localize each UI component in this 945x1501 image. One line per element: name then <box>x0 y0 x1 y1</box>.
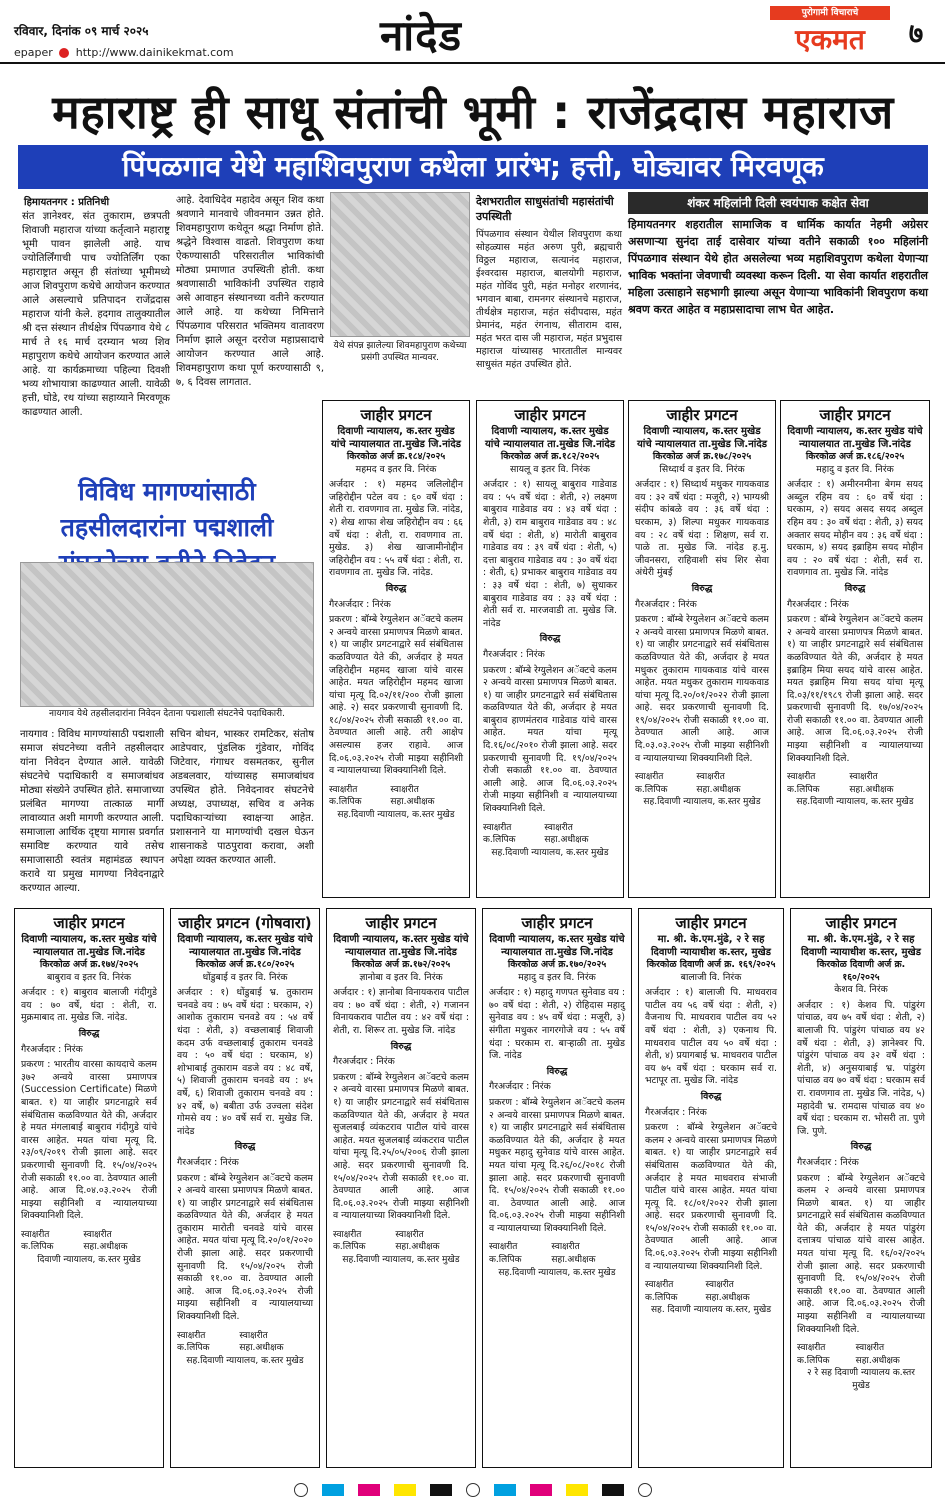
notice-signature: स्वाक्षरीत सहा.अधीक्षक <box>696 772 741 795</box>
notice-matter: प्रकरण : बॉम्बे रेग्युलेशन अॅक्टचे कलम २ अन्वये वारसा प्रमाणपत्र मिळणे बाबत. १) या जाहीर प्रगटनाद्वारे सर्व संबंधितास कळविण्यात येते की, अर्जदार हे मयत सुजलबाई व्यंकटराव पाटील यांचे वारस आहेत. मयत सुजलबाई व्यंकटराव पाटील यांचा मृत्यू दि.२५/०५/२००६ रोजी झाला आहे. सदर प्रकरणाची सुनावणी दि. १५/०४/२०२५ रोजी सकाळी ११.०० वा. ठेवण्यात आली आहे. आज दि.०६.०३.२०२५ रोजी माझ्या सहीनिशी व न्यायालयाच्या शिक्क्यानिशी दिले. <box>333 1071 469 1222</box>
notice-respondent: गैरअर्जदार : निरंक <box>489 1081 551 1093</box>
notice-respondent: गैरअर्जदार : निरंक <box>21 1043 83 1055</box>
shankar-box-title: शंकर महिलांनी दिली स्वयंपाक कक्षेत सेवा <box>628 192 928 214</box>
notice-matter: प्रकरण : बॉम्बे रेग्युलेशन अॅक्टचे कलम २ अन्वये वारसा प्रमाणपत्र मिळणे बाबत. १) या जाहीर प्रगटनाद्वारे सर्व संबंधितास कळविण्यात येते की, अर्जदार हे मयत इब्राहिम मिया सयद यांचे वारस आहेत. मयत इब्राहिम मिया सयद यांचा मृत्यू दि.०३/११/१९८९ रोजी झाला आहे. सदर प्रकरणाची सुनावणी दि. १७/०४/२०२५ रोजी सकाळी ११.०० वा. ठेवण्यात आली आहे. आज दि.०६.०३.२०२५ रोजी माझ्या सहीनिशी व न्यायालयाच्या शिक्क्यानिशी दिले. <box>787 614 923 764</box>
legal-notice <box>322 400 470 898</box>
notice-signature: स्वाक्षरीत सहा.अधीक्षक <box>395 1229 440 1253</box>
logo-tagline: पुरोगामी विचाराचे <box>770 6 890 20</box>
notice-court: मा. श्री. के.एम.मुंढे, २ रे सह दिवाणी न्यायाधीश क.स्तर, मुखेड <box>800 934 922 958</box>
lead-reporter: हिमायतनगर : प्रतिनिधी <box>24 197 110 208</box>
notice-signatures <box>21 1229 157 1254</box>
notice-respondent: गैरअर्जदार : निरंक <box>635 598 697 610</box>
notice-heading: जाहीर प्रगटन <box>53 914 125 932</box>
notice-signatures <box>797 1342 925 1367</box>
nivedan-column-1: नायगाव : विविध मागण्यांसाठी पद्मशाली समाज संघटनेच्या वतीने तहसीलदार यांना निवेदन देण्यात आले. यावेळी संघटनेचे पदाधिकारी व समाजबांधव मोठ्या संख्येने उपस्थित होते. समाजाच्या प्रलंबित मागण्या तात्काळ मार्गी लावाव्यात अशी मागणी करण्यात आली. समाजाला आर्थिक दृष्ट्या मागास प्रवर्गात समाविष्ट करण्यात यावे तसेच समाजासाठी स्वतंत्र महामंडळ स्थापन करावे या प्रमुख मागण्या निवेदनाद्वारे करण्यात आल्या. <box>20 729 164 894</box>
legal-notice <box>326 908 476 1468</box>
notice-heading: जाहीर प्रगटन (गोषवारा) <box>178 914 312 932</box>
notice-parties: बाबुराव व इतर वि. निरंक <box>46 971 132 983</box>
notice-applicants: अर्जदार : १) सिध्दार्थ मधुकर गायकवाड वय : ३२ वर्षे धंदा : मजूरी, २) भाग्यश्री संदीप कांबळे वय : ३६ वर्षे धंदा : घरकाम, ३) शिल्पा मधुकर गायकवाड वय : २८ वर्षे धंदा : शिक्षण, सर्व रा. पाळे ता. मुखेड जि. नांदेड ह.मु. जीवनसरा, राहिवाशी संघ शिर सेवा अंधेरी मुंबई <box>635 479 769 579</box>
notice-signature: स्वाक्षरीत सहा.अधीक्षक <box>544 822 589 846</box>
notice-heading: जाहीर प्रगटन <box>360 406 432 424</box>
notice-signature: स्वाक्षरीत क.लिपिक <box>489 1242 522 1266</box>
notice-signature: स्वाक्षरीत सहा.अधीक्षक <box>239 1330 284 1354</box>
notice-signatures <box>483 822 617 847</box>
notice-case-number: किरकोळ अर्ज क्र.१८४/२०२५ <box>346 451 446 462</box>
notice-parties: महादु व इतर वि. निरंक <box>816 463 894 475</box>
notice-footer: २ रे सह दिवाणी न्यायालय क.स्तर मुखेड <box>807 1368 915 1391</box>
notice-heading: जाहीर प्रगटन <box>666 406 738 424</box>
notice-matter: प्रकरण : भारतीय वारसा कायदाचे कलम ३७२ अन्वये वारसा प्रमाणपत्र (Succession Certificate) मिळणे बाबत. १) या जाहीर प्रगटनाद्वारे सर्व संबंधितास कळविण्यात येते की, अर्जदार हे मयत मंगलाबाई बाबुराव गंदीगुडे यांचे वारस आहेत. मयत यांचा मृत्यू दि. २३/०९/२०१९ रोजी झाला आहे. सदर प्रकरणाची सुनावणी दि. १५/०४/२०२५ रोजी सकाळी ११.०० वा. ठेवण्यात आली आहे. आज दि.०४.०३.२०२५ रोजी माझ्या सहीनिशी व न्यायालयाच्या शिक्क्यानिशी दिले. <box>21 1059 157 1222</box>
notice-footer: सह.दिवाणी न्यायालय, क.स्तर मुखेड <box>337 810 455 821</box>
notice-court: दिवाणी न्यायालय, क.स्तर मुखेड यांचे न्यायालयात ता.मुखेड जि.नांदेड <box>21 934 157 958</box>
notice-applicants: अर्जदार : १) महमद जलिलोद्दीन जहिरोद्दीन पटेल वय : ६० वर्षे धंदा : शेती रा. रावणगाव ता. मुखेड जि. नांदेड, २) शेख शाफा शेख जहिरोद्दीन वय : ६६ वर्षे धंदा : शेती, रा. रावणगाव ता. मुखेड. ३) शेख खाजामीनोद्दीन जहिरोद्दीन वय : ५५ वर्षे धंदा : शेती, रा. रावणगाव ता. मुखेड जि. नांदेड. <box>329 479 463 579</box>
black-swatch <box>430 1484 452 1496</box>
legal-notice <box>476 400 624 898</box>
epaper-icon <box>59 48 69 58</box>
registration-mark <box>294 1483 308 1497</box>
notice-matter: प्रकरण : बॉम्बे रेग्युलेशन अॅक्टचे कलम २ अन्वये वारसा प्रमाणपत्र मिळणे बाबत. १) या जाहीर प्रगटनाद्वारे सर्व संबंधितास कळविण्यात येते की, अर्जदार हे मयत पांडुरंग दत्तात्रय पांचाळ यांचे वारस आहेत. मयत यांचा मृत्यू दि. १६/०२/२०२५ रोजी झाला आहे. सदर प्रकरणाची सुनावणी दि. १५/०४/२०२५ रोजी सकाळी ११.०० वा. ठेवण्यात आली आहे. आज दि.०६.०३.२०२५ रोजी माझ्या सहीनिशी व न्यायालयाच्या शिक्क्यानिशी दिले. <box>797 1172 925 1335</box>
notice-heading: जाहीर प्रगटन <box>675 914 747 932</box>
registration-mark <box>638 1483 652 1497</box>
notice-applicants: अर्जदार : १) बाबुराव बालाजी गंदीगुडे वय : ७० वर्षे, धंदा : शेती, रा. मुक्रमाबाद ता. मुखेड जि. नांदेड. <box>21 987 157 1024</box>
notice-case-number: किरकोळ अर्ज क्र.१७०/२०२५ <box>507 959 607 970</box>
notice-case-number: किरकोळ अर्ज क्र.१७२/२०२५ <box>351 959 451 970</box>
notice-signature: स्वाक्षरीत क.लिपिक <box>21 1229 54 1253</box>
notice-signature: स्वाक्षरीत सहा.अधीक्षक <box>705 1280 750 1303</box>
notice-versus: विरुद्ध <box>691 582 713 594</box>
notice-applicants: अर्जदार : १) अमीरनमीना बेगम सयद अब्दुल रहिम वय : ६० वर्षे धंदा : घरकाम, २) सयद असद सयद अब्दुल रहिम वय : ३० वर्षे धंदा : शेती, ३) सयद अक्तार सयद मोहीन वय : ३६ वर्षे धंदा : घरकाम, ४) सयद इब्राहिम सयद मोहीन वय : २० वर्षे धंदा : शेती, सर्व रा. रावणगाव ता. मुखेड जि. नांदेड <box>787 479 923 579</box>
notice-matter: प्रकरण : बॉम्बे रेग्युलेशन अॅक्टचे कलम २ अन्वये वारसा प्रमाणपत्र मिळणे बाबत. १) या जाहीर प्रगटनाद्वारे सर्व संबंधितास कळविण्यात येते की, अर्जदार हे मयत तुकाराम मारोती चनवडे यांचे वारस आहेत. मयत यांचा मृत्यू दि.२०/०१/२०२० रोजी झाला आहे. सदर प्रकरणाची सुनावणी दि. १५/०४/२०२५ रोजी सकाळी ११.०० वा. ठेवण्यात आली आहे. आज दि.०६.०३.२०२५ रोजी माझ्या सहीनिशी व न्यायालयाच्या शिक्क्यानिशी दिले. <box>177 1172 313 1323</box>
notice-footer: सह.दिवाणी न्यायालय, क.स्तर मुखेड <box>186 1355 304 1366</box>
issue-date: रविवार, दिनांक ०९ मार्च २०२५ <box>14 24 149 38</box>
yellow-swatch <box>566 1484 588 1496</box>
legal-notice <box>638 908 784 1468</box>
notice-respondent: गैरअर्जदार : निरंक <box>329 598 391 610</box>
notice-footer: सह.दिवाणी न्यायालय, क.स्तर मुखेड <box>796 797 914 808</box>
edition-city: नांदेड <box>380 11 462 60</box>
notice-parties: सिध्दार्थ व इतर वि. निरंक <box>659 463 745 475</box>
notice-case-number: किरकोळ अर्ज क्र.१७८/२०२५ <box>652 451 752 462</box>
notice-signature: स्वाक्षरीत सहा.अधीक्षक <box>855 1343 900 1366</box>
notice-parties: महमद व इतर वि. निरंक <box>355 463 437 475</box>
lead-subhead: पिंपळगाव येथे महाशिवपुराण कथेला प्रारंभ; हत्ती, घोड्यावर मिरवणूक <box>18 145 928 189</box>
black-swatch <box>602 1484 624 1496</box>
epaper-label: epaper <box>14 46 53 59</box>
notice-respondent: गैरअर्जदार : निरंक <box>483 648 545 660</box>
notice-matter: प्रकरण : बॉम्बे रेग्युलेशन अॅक्टचे कलम २ अन्वये वारसा प्रमाणपत्र मिळणे बाबत. १) या जाहीर प्रगटनाद्वारे सर्व संबंधितास कळविण्यात येते की, अर्जदार हे मयत मधुकर तुकाराम गायकवाड यांचे वारस आहेत. मयत मधुकर तुकाराम गायकवाड यांचा मृत्यू दि.२०/०१/२०२२ रोजी झाला आहे. सदर प्रकरणाची सुनावणी दि. १९/०४/२०२५ रोजी सकाळी ११.०० वा. ठेवण्यात आली आहे. आज दि.०३.०३.२०२५ रोजी माझ्या सहीनिशी व न्यायालयाच्या शिक्क्यानिशी दिले. <box>635 614 769 764</box>
notice-respondent: गैरअर्जदार : निरंक <box>787 598 849 610</box>
notice-parties: बालाजी वि. निरंक <box>680 971 742 983</box>
notice-versus: विरुद्ध <box>234 1141 256 1153</box>
masthead <box>0 0 945 64</box>
notice-signatures <box>333 1229 469 1254</box>
notice-signature: स्वाक्षरीत क.लिपिक <box>333 1229 366 1253</box>
notice-respondent: गैरअर्जदार : निरंक <box>797 1156 859 1168</box>
lead-column-2: आहे. देवाधिदेव महादेव असून शिव कथा श्रवणाने मानवाचे जीवनमान उन्नत होते. शिवमहापुराण कथेतून श्रद्धा निर्माण होते. श्रद्धेने विश्वास वाढतो. शिवपुराण कथा ऐकण्यासाठी परिसरातील भाविकांची मोठ्या प्रमाणात उपस्थिती होती. कथा श्रवणासाठी भाविकांनी उपस्थित राहावे असे आवाहन संस्थानच्या वतीने करण्यात आले आहे. या कथेच्या निमित्ताने पिंपळगाव परिसरात भक्तिमय वातावरण निर्माण झाले असून दररोज महाप्रसादाचे आयोजन करण्यात आले आहे. शिवमहापुराण कथा पूर्ण करण्यासाठी ९, ७, ६ दिवस लागतात. <box>176 195 324 388</box>
notice-court: मा. श्री. के.एम.मुंढे, २ रे सह दिवाणी न्यायाधीश क.स्तर, मुखेड <box>650 934 772 958</box>
notice-heading: जाहीर प्रगटन <box>365 914 437 932</box>
nivedan-photo-caption: नायगाव येथे तहसीलदारांना निवेदन देताना पद्मशाली संघटनेचे पदाधिकारी. <box>49 709 285 719</box>
notice-parties: महादु व इतर वि. निरंक <box>518 971 596 983</box>
notice-case-number: किरकोळ अर्ज क्र.१७४/२०२५ <box>39 959 139 970</box>
nivedan-column-2: सचिन बोधन, भास्कर रामटिकर, संतोष आडेपवार, पुंडलिक गुंडेवार, गोविंद जिटेवार, गंगाधर वसमतकर, सुनील अडबलवार, यांच्यासह समाजबांधव उपस्थित होते. निवेदनावर संघटनेचे अध्यक्ष, उपाध्यक्ष, सचिव व अनेक पदाधिकाऱ्यांच्या स्वाक्षऱ्या आहेत. प्रशासनाने या मागण्यांची दखल घेऊन शासनाकडे पाठपुरावा करावा, अशी अपेक्षा व्यक्त करण्यात आली. <box>170 729 314 866</box>
notice-court: दिवाणी न्यायालय, क.स्तर मुखेड यांचे न्यायालयात ता.मुखेड जि.नांदेड <box>489 934 625 958</box>
notice-signature: स्वाक्षरीत सहा.अधीक्षक <box>551 1242 596 1266</box>
notice-court: दिवाणी न्यायालय, क.स्तर मुखेड यांचे न्यायालयात ता.मुखेड जि.नांदेड <box>331 426 461 450</box>
notice-court: दिवाणी न्यायालय, क.स्तर मुखेड यांचे न्यायालयात ता.मुखेड जि.नांदेड <box>787 426 923 450</box>
notice-applicants: अर्जदार : १) धोंडुबाई भ्र. तुकाराम चनवडे वय : ७५ वर्षे धंदा : घरकाम, २) आशोक तुकाराम चनवडे वय : ५४ वर्षे धंदा : शेती, ३) वच्छलाबाई शिवाजी कदम उर्फ वच्छलाबाई तुकाराम चनवडे वय : ५० वर्षे धंदा : घरकाम, ४) शोभाबाई तुकाराम वडजे वय : ४८ वर्षे, ५) शिवाजी तुकाराम चनवडे वय : ४५ वर्षे, ६) शिवाजी तुकाराम चनवडे वय : ४२ वर्षे, ७) बबीता उर्फ उज्वला संदेश गोमसे वय : ४० वर्षे सर्व रा. मुखेड जि. नांदेड <box>177 987 313 1137</box>
notice-signature: स्वाक्षरीत क.लिपिक <box>635 772 668 795</box>
notice-respondent: गैरअर्जदार : निरंक <box>645 1106 707 1118</box>
notice-court: दिवाणी न्यायालय, क.स्तर मुखेड यांचे न्यायालयात ता.मुखेड जि.नांदेड <box>485 426 615 450</box>
notice-case-number: किरकोळ अर्ज क्र.१८२/२०२५ <box>500 451 600 462</box>
notice-parties: धोंडुबाई व इतर वि. निरंक <box>202 971 288 983</box>
epaper-url[interactable]: http://www.dainikekmat.com <box>75 46 234 59</box>
cyan-swatch <box>322 1484 344 1496</box>
notice-applicants: अर्जदार : १) बालाजी पि. माधवराव पाटील वय ५६ वर्षे धंदा : शेती, २) वैजनाथ पि. माधवराव पाटील वय ५२ वर्षे धंदा : शेती, ३) एकनाथ पि. माधवराव पाटील वय ५० वर्षे धंदा : शेती, ४) प्रयागबाई भ्र. माधवराव पाटील वय ७५ वर्षे धंदा : घरकाम सर्व रा. भटापूर ता. मुखेड जि. नांदेड <box>645 987 777 1087</box>
notice-versus: विरुद्ध <box>390 1040 412 1052</box>
lead-photo-caption: येथे संपन्न झालेल्या शिवमहापुराण कथेच्या प्रसंगी उपस्थित मान्यवर. <box>333 341 467 363</box>
notice-signature: स्वाक्षरीत क.लिपिक <box>483 822 516 846</box>
notice-signature: स्वाक्षरीत क.लिपिक <box>787 772 820 795</box>
newspaper-logo <box>770 6 890 56</box>
notice-applicants: अर्जदार : १) सायलू बाबुराव गाडेवाड वय : ५५ वर्षे धंदा : शेती, २) लक्ष्मण बाबुराव गाडेवाड वय : ४३ वर्षे धंदा : शेती, ३) राम बाबुराव गाडेवाड वय : ४८ वर्षे धंदा : शेती, ४) मारोती बाबुराव गाडेवाड वय : ३९ वर्षे धंदा : शेती, ५) दत्ता बाबुराव गाडेवाड वय : ३० वर्षे धंदा : शेती, ६) प्रभाकर बाबुराव गाडेवाड वय : ३३ वर्षे धंदा : शेती, ७) सुधाकर बाबुराव गाडेवाड वय : ३३ वर्षे धंदा : शेती सर्व रा. मारजवाडी ता. मुखेड जि. नांदेड <box>483 479 617 629</box>
notice-signatures <box>177 1330 313 1355</box>
notice-versus: विरुद्ध <box>546 1065 568 1077</box>
notice-signature: स्वाक्षरीत क.लिपिक <box>329 784 362 808</box>
lead-column-1: संत ज्ञानेश्वर, संत तुकाराम, छत्रपती शिवाजी महाराज यांच्या कर्तृत्वाने महाराष्ट्र भूमी पावन झालेली आहे. याच ज्योतिर्लिंगाची पाच ज्योतिर्लिंग एका महाराष्ट्रात असून ही संतांच्या भूमीमध्ये आज शिवपुराण कथेचे आयोजन करण्यात आले असल्याचे प्रतिपादन राजेंद्रदास महाराज यांनी केले. हदगाव तालुक्यातील श्री दत्त संस्थान तीर्थक्षेत्र पिंपळगाव येथे ८ मार्च ते १६ मार्च दरम्यान भव्य शिव महापुराण कथेचे आयोजन करण्यात आले आहे. या कार्यक्रमाच्या पहिल्या दिवशी भव्य शोभायात्रा काढण्यात आली. यावेळी हत्ती, घोडे, रथ यांच्या सहाय्याने मिरवणूक काढण्यात आली. <box>22 211 170 418</box>
notice-respondent: गैरअर्जदार : निरंक <box>333 1056 395 1068</box>
lead-headline: महाराष्ट्र ही साधू संतांची भूमी : राजेंद्रदास महाराज <box>52 85 894 139</box>
notice-heading: जाहीर प्रगटन <box>514 406 586 424</box>
notice-footer: सह.दिवाणी न्यायालय, क.स्तर मुखेड <box>491 847 609 858</box>
cyan-swatch <box>494 1484 516 1496</box>
notice-versus: विरुद्ध <box>844 582 866 594</box>
nivedan-photo <box>20 562 314 707</box>
notice-signature: स्वाक्षरीत सहा.अधीक्षक <box>849 772 894 795</box>
notice-versus: विरुद्ध <box>385 582 407 594</box>
notice-signature: स्वाक्षरीत क.लिपिक <box>177 1330 210 1354</box>
notice-versus: विरुद्ध <box>539 633 561 645</box>
legal-notice <box>170 908 320 1468</box>
notice-court: दिवाणी न्यायालय, क.स्तर मुखेड यांचे न्यायालयात ता.मुखेड जि.नांदेड <box>333 934 469 958</box>
notice-court: दिवाणी न्यायालय, क.स्तर मुखेड यांचे न्यायालयात ता.मुखेड जि.नांदेड <box>177 934 313 958</box>
notice-applicants: अर्जदार : १) ज्ञानोबा विनायकराव पाटील वय : ७० वर्षे धंदा : शेती, २) गजानन विनायकराव पाटील वय : ४२ वर्षे धंदा : शेती, रा. शिरूर ता. मुखेड जि. नांदेड <box>333 987 469 1036</box>
notice-court: दिवाणी न्यायालय, क.स्तर मुखेड यांचे न्यायालयात ता.मुखेड जि.नांदेड <box>637 426 767 450</box>
shankar-box-body: हिमायतनगर शहरातील सामाजिक व धार्मिक कार्यात नेहमी अग्रेसर असणाऱ्या सुनंदा ताई दासेवार यांच्या वतीने सकाळी १०० महिलांनी पिंपळगाव संस्थान येथे होत असलेल्या भव्य महाशिवपुराण कथेला येणाऱ्या भाविक भक्तांना जेवणाची व्यवस्था करून दिली. या सेवा कार्यात शहरातील महिला उत्साहाने सहभागी झाल्या असून येणाऱ्या भाविकांनी शिवपुराण कथा श्रवण करत आहेत व महाप्रसादाचा लाभ घेत आहेत. <box>628 218 928 316</box>
registration-mark <box>466 1483 480 1497</box>
notice-signatures <box>489 1241 625 1266</box>
notice-signature: स्वाक्षरीत सहा.अधीक्षक <box>390 784 435 808</box>
notice-signatures <box>635 771 769 796</box>
notice-footer: सह.दिवाणी न्यायालय, क.स्तर मुखेड <box>498 1267 616 1278</box>
notice-case-number: किरकोळ अर्ज क्र.१८०/२०२५ <box>195 959 295 970</box>
notice-heading: जाहीर प्रगटन <box>521 914 593 932</box>
legal-notice <box>628 400 776 898</box>
side-story-body: पिंपळगाव संस्थान येथील शिवपुराण कथा सोहळ्यास महंत अरुण पुरी, ब्रह्मचारी विठ्ठल महाराज, सत्यानंद महाराज, ईश्वरदास महाराज, बालयोगी महाराज, महंत गोविंद पुरी, महंत मनोहर शरणानंद, भगवान बाबा, रामनगर संस्थानचे महाराज, तीर्थक्षेत्र महाराज, महंत संदीपदास, महंत प्रेमानंद, महंत रंगनाथ, सीताराम दास, महंत भरत दास जी महाराज, महंत प्रभुदास महाराज यांच्यासह भारतातील मान्यवर साधुसंत महंत उपस्थित होते. <box>476 229 622 370</box>
notice-signature: स्वाक्षरीत क.लिपिक <box>797 1343 830 1366</box>
magenta-swatch <box>530 1484 552 1496</box>
notice-parties: सायलू व इतर वि. निरंक <box>509 463 591 475</box>
notice-footer: सह.दिवाणी न्यायालय, क.स्तर मुखेड <box>643 797 761 808</box>
notice-parties: केशव वि. निरंक <box>834 984 888 996</box>
notice-signatures <box>645 1279 777 1304</box>
legal-notice <box>14 908 164 1468</box>
logo-name: एकमत <box>795 23 865 56</box>
notice-matter: प्रकरण : बॉम्बे रेग्युलेशन अॅक्टचे कलम २ अन्वये वारसा प्रमाणपत्र मिळणे बाबत. १) या जाहीर प्रगटनाद्वारे सर्व संबंधितास कळविण्यात येते की, अर्जदार हे मयत मधुकर महादु सुनेवाड यांचे वारस आहेत. मयत यांचा मृत्यू दि.२६/०८/२०१८ रोजी झाला आहे. सदर प्रकरणाची सुनावणी दि. १५/०४/२०२५ रोजी सकाळी ११.०० वा. ठेवण्यात आली आहे. आज दि.०६.०३.२०२५ रोजी माझ्या सहीनिशी व न्यायालयाच्या शिक्क्यानिशी दिले. <box>489 1096 625 1234</box>
notice-matter: प्रकरण : बॉम्बे रेग्युलेशन अॅक्टचे कलम २ अन्वये वारसा प्रमाणपत्र मिळणे बाबत. १) या जाहीर प्रगटनाद्वारे सर्व संबंधितास कळविण्यात येते की, अर्जदार हे मयत जहिरोद्दीन महमद खाजा यांचे वारस आहेत. मयत जहिरोद्दीन महमद खाजा यांचा मृत्यू दि.०२/११/२०० रोजी झाला आहे. २) सदर प्रकरणाची सुनावणी दि. १८/०४/२०२५ रोजी सकाळी ११.०० वा. ठेवण्यात आली आहे. तरी आक्षेप असल्यास हजर राहावे. आज दि.०६.०३.२०२५ रोजी माझ्या सहीनिशी व न्यायालयाच्या शिक्क्यानिशी दिले. <box>329 614 463 777</box>
notice-heading: जाहीर प्रगटन <box>825 914 897 932</box>
notice-case-number: किरकोळ दिवाणी अर्ज क्र. १६०/२०२५ <box>816 959 906 983</box>
legal-notice <box>780 400 930 898</box>
notice-respondent: गैरअर्जदार : निरंक <box>177 1156 239 1168</box>
notice-signature: स्वाक्षरीत क.लिपिक <box>645 1280 678 1303</box>
notice-signatures <box>787 771 923 796</box>
yellow-swatch <box>394 1484 416 1496</box>
magenta-swatch <box>358 1484 380 1496</box>
epaper-link[interactable] <box>14 46 234 59</box>
notice-footer: सह.दिवाणी न्यायालय, क.स्तर मुखेड <box>342 1255 460 1266</box>
legal-notice <box>790 908 932 1468</box>
notice-footer: सह. दिवाणी न्यायालय क.स्तर, मुखेड <box>650 1305 772 1316</box>
side-story-title: देशभरातील साधुसंतांची महासंतांची उपस्थिती <box>476 195 614 223</box>
legal-notice <box>482 908 632 1468</box>
notice-matter: प्रकरण : बॉम्बे रेग्युलेशन अॅक्टचे कलम २ अन्वये वारसा प्रमाणपत्र मिळणे बाबत. १) या जाहीर प्रगटनाद्वारे सर्व संबंधितास कळविण्यात येते की, अर्जदार हे मयत बाबुराव हाणमंतराव गाडेवाड यांचे वारस आहेत. मयत यांचा मृत्यू दि.१६/०८/२०१० रोजी झाला आहे. सदर प्रकरणाची सुनावणी दि. १९/०४/२०२५ रोजी सकाळी ११.०० वा. ठेवण्यात आली आहे. आज दि.०६.०३.२०२५ रोजी माझ्या सहीनिशी व न्यायालयाच्या शिक्क्यानिशी दिले. <box>483 664 617 815</box>
lead-photo <box>330 192 470 337</box>
notice-applicants: अर्जदार : १) महादु गणपत सुनेवाड वय : ७० वर्षे धंदा : शेती, २) रोहिदास महादु सुनेवाड वय : ४५ वर्षे धंदा : मजूरी, ३) संगीता मधुकर नागरगोजे वय : ५५ वर्षे धंदा : घरकाम रा. बाऱ्हाळी ता. मुखेड जि. नांदेड <box>489 987 625 1062</box>
notice-footer: दिवाणी न्यायालय, क.स्तर मुखेड <box>37 1255 141 1266</box>
notice-case-number: किरकोळ अर्ज क्र.१८६/२०२५ <box>805 451 905 462</box>
notice-parties: ज्ञानोबा व इतर वि. निरंक <box>359 971 443 983</box>
notice-versus: विरुद्ध <box>78 1027 100 1039</box>
nivedan-headline: विविध मागण्यांसाठी तहसीलदारांना पद्मशाली <box>60 477 274 542</box>
notice-versus: विरुद्ध <box>850 1141 872 1153</box>
notice-heading: जाहीर प्रगटन <box>819 406 891 424</box>
notice-signatures <box>329 784 463 809</box>
notice-versus: विरुद्ध <box>700 1090 722 1102</box>
notice-applicants: अर्जदार : १) केशव पि. पांडुरंग पांचाळ, वय ७५ वर्षे धंदा : शेती, २) बालाजी पि. पांडुरंग पांचाळ वय ४२ वर्षे धंदा : शेती, ३) ज्ञानेश्वर पि. पांडुरंग पांचाळ वय ३२ वर्षे धंदा : शेती, ४) अनुसयाबाई भ्र. पांडुरंग पांचाळ वय ७० वर्षे धंदा : घरकाम सर्व रा. रावणगाव ता. मुखेड जि. नांदेड, ५) महादेवी भ्र. रामदास पांचाळ वय ४० वर्षे धंदा : घरकाम रा. भोसरी ता. पुणे जि. पुणे. <box>797 999 925 1137</box>
print-registration-strip <box>0 1479 945 1501</box>
notice-case-number: किरकोळ दिवाणी अर्ज क्र. १६९/२०२५ <box>646 959 776 970</box>
notice-signature: स्वाक्षरीत सहा.अधीक्षक <box>83 1229 128 1253</box>
page-number: ७ <box>908 17 924 50</box>
notice-matter: प्रकरण : बॉम्बे रेग्युलेशन अॅक्टचे कलम २ अन्वये वारसा प्रमाणपत्र मिळणे बाबत. १) या जाहीर प्रगटनाद्वारे सर्व संबंधितास कळविण्यात येते की, अर्जदार हे मयत माधवराव संभाजी पाटील यांचे वारस आहेत. मयत यांचा मृत्यू दि. १८/०१/२०२२ रोजी झाला आहे. सदर प्रकरणाची सुनावणी दि. १५/०४/२०२५ रोजी सकाळी ११.०० वा. ठेवण्यात आली आहे. आज दि.०६.०३.२०२५ रोजी माझ्या सहीनिशी व न्यायालयाच्या शिक्क्यानिशी दिले. <box>645 1122 777 1272</box>
